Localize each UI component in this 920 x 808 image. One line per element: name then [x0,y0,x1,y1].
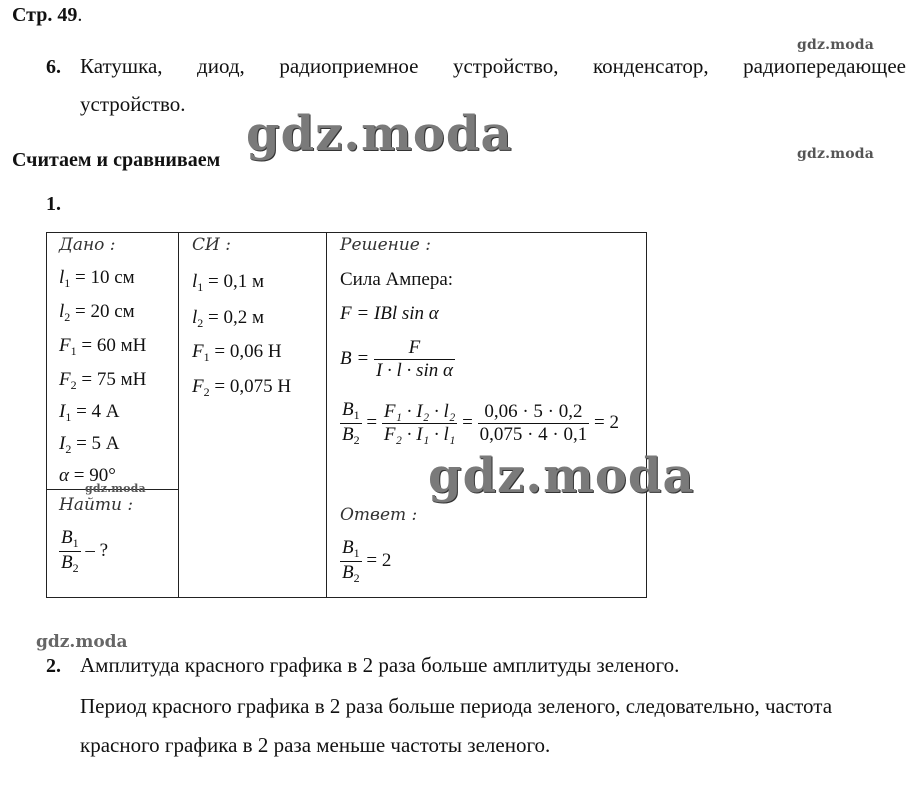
question-2-line-1: Амплитуда красного графика в 2 раза больше амплитуды зеленого. [80,653,680,677]
si-l2: $l_2 = 0,2$ м [192,307,265,330]
given-F1: $F_1 = 60$ мН [59,335,147,358]
watermark-small: gdz.moda [797,37,875,53]
answer-header: Ответ : [340,505,418,525]
given-I2: $I_2 = 5$ А [59,433,120,456]
question-1-number: 1. [46,193,61,215]
answer-value: $\frac{B_1}{B_2}$ = 2 [342,537,392,585]
find-header: Найти : [59,495,134,515]
given-header: Дано : [59,235,116,255]
given-l1: $l_1 = 10$ см [59,267,135,290]
question-6-line-2: устройство. [80,92,186,116]
given-l2: $l_2 = 20$ см [59,301,135,324]
watermark-medium: gdz.moda [36,632,128,652]
solution-table [46,232,647,598]
question-2-number: 2. [46,655,61,677]
page-ref-dot: . [77,4,83,26]
si-F2: $F_2 = 0,075$ Н [192,376,292,399]
ratio-calculation: $\frac{B_1}{B_2}$ = $\frac{\text{F₁ · I₂ · l₂}}{\text{F₂ · I₁ · l₁}}$ = $\frac{0,06 \cdot 5 \cdot 0,2}{0,075 \cdot 4 \cdot 0,1}$ = 2 [342,399,619,447]
question-6-number: 6. [46,56,61,78]
column-divider [178,233,179,597]
solution-column [340,233,645,599]
B-formula: B = $\frac{F}{\text{I · l · sin α}}$ [340,337,453,381]
watermark-large: gdz.moda [246,106,513,162]
watermark-small: gdz.moda [797,146,875,162]
given-alpha: α = 90° [59,465,116,486]
question-6-line-1: Катушка, диод, радиоприемное устройство, конденсатор, радиопередающее [80,54,906,78]
given-column [59,233,177,599]
question-2-line-2: Период красного графика в 2 раза больше периода зеленого, следовательно, частота [80,694,833,718]
ampere-force-label: Сила Ампера: [340,269,454,290]
given-I1: $I_1 = 4$ А [59,401,120,424]
column-divider [326,233,327,597]
question-2-line-3: красного графика в 2 раза меньше частоты зеленого. [80,733,551,757]
solution-header: Решение : [340,235,432,255]
si-F1: $F_1 = 0,06$ Н [192,341,282,364]
given-F2: $F_2 = 75$ мН [59,369,147,392]
si-l1: $l_1 = 0,1$ м [192,271,265,294]
si-column [192,233,322,599]
watermark-large: gdz.moda [428,448,695,504]
page-reference [12,4,82,27]
find-ratio: $\frac{B_1}{B_2}$ – ? [61,527,109,575]
si-header: СИ : [192,235,231,255]
watermark-small: gdz.moda [85,482,146,495]
section-title: Считаем и сравниваем [12,149,221,171]
ampere-formula: F = IBl sin α [340,303,439,324]
page-ref-text: Стр. 49 [12,4,78,26]
